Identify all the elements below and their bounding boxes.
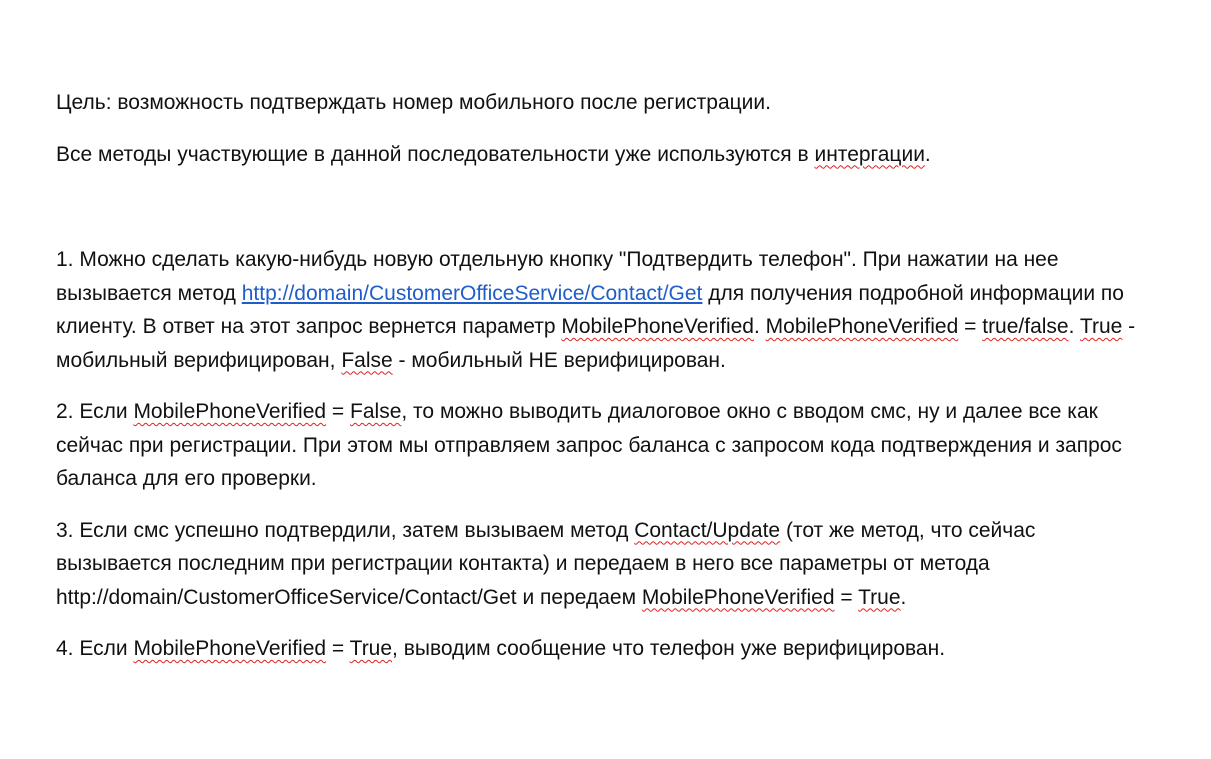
- spellcheck-word: MobilePhoneVerified: [133, 400, 327, 423]
- step-4-paragraph: [56, 632, 1151, 666]
- step-4-text: , выводим сообщение что телефон уже верифицирован.: [392, 637, 946, 660]
- spellcheck-word: true/false: [982, 315, 1069, 338]
- step-1-text: - мобильный НЕ верифицирован.: [392, 348, 726, 372]
- spellcheck-word: интергации: [814, 142, 925, 166]
- step-1-text: 1. Можно сделать какую-нибудь новую отдельную кнопку "Подтвердить телефон". При нажатии на нее вызывается метод: [56, 248, 1059, 305]
- spellcheck-word: MobilePhoneVerified: [561, 315, 754, 338]
- step-3-paragraph: [56, 514, 1151, 615]
- step-3-text: (тот же метод, что сейчас вызывается последним при регистрации контакта) и передаем в него все параметры от метода http://domain/CustomerOfficeService/Contact/Get и передаем: [56, 518, 1036, 609]
- spellcheck-word: True: [858, 585, 901, 609]
- step-4-text: 4. Если: [56, 637, 134, 660]
- step-3-text: 3. Если смс успешно подтвердили, затем вызываем метод: [56, 518, 635, 542]
- step-1-text: =: [958, 315, 983, 338]
- step-4-text: =: [326, 637, 350, 660]
- goal-text: Цель: возможность подтверждать номер мобильного после регистрации.: [56, 91, 771, 114]
- spellcheck-word: False: [350, 400, 402, 423]
- step-1-text: для получения подробной информации по клиенту. В ответ на этот запрос вернется параметр: [56, 281, 1124, 338]
- step-2-text: , то можно выводить диалоговое окно с вводом смс, ну и далее все как сейчас при регистрации. При этом мы отправляем запрос баланса с запросом кода подтверждения и запрос баланса для его проверки.: [56, 400, 1122, 490]
- spellcheck-word: MobilePhoneVerified: [641, 585, 835, 609]
- methods-text: Все методы участвующие в данной последовательности уже используются в: [56, 142, 815, 166]
- methods-paragraph: [56, 138, 1151, 172]
- contact-get-link[interactable]: http://domain/CustomerOfficeService/Contact/Get: [241, 281, 703, 305]
- step-1-paragraph: [56, 243, 1151, 377]
- step-1-text: - мобильный верифицирован,: [56, 315, 1136, 372]
- step-1-text: .: [753, 315, 766, 338]
- step-3-text: =: [834, 585, 859, 609]
- step-1-text: .: [1068, 315, 1080, 338]
- step-2-text: =: [326, 400, 351, 423]
- spellcheck-word: True: [1079, 315, 1123, 338]
- spellcheck-word: MobilePhoneVerified: [765, 315, 959, 338]
- spellcheck-word: Contact/Update: [634, 518, 781, 542]
- spellcheck-word: MobilePhoneVerified: [133, 637, 327, 660]
- step-2-text: 2. Если: [56, 400, 134, 423]
- step-2-paragraph: [56, 395, 1151, 496]
- spellcheck-word: False: [341, 348, 393, 372]
- methods-text-end: .: [924, 142, 931, 166]
- spellcheck-word: True: [349, 637, 393, 660]
- step-3-text: .: [900, 585, 907, 609]
- goal-paragraph: [56, 86, 1151, 120]
